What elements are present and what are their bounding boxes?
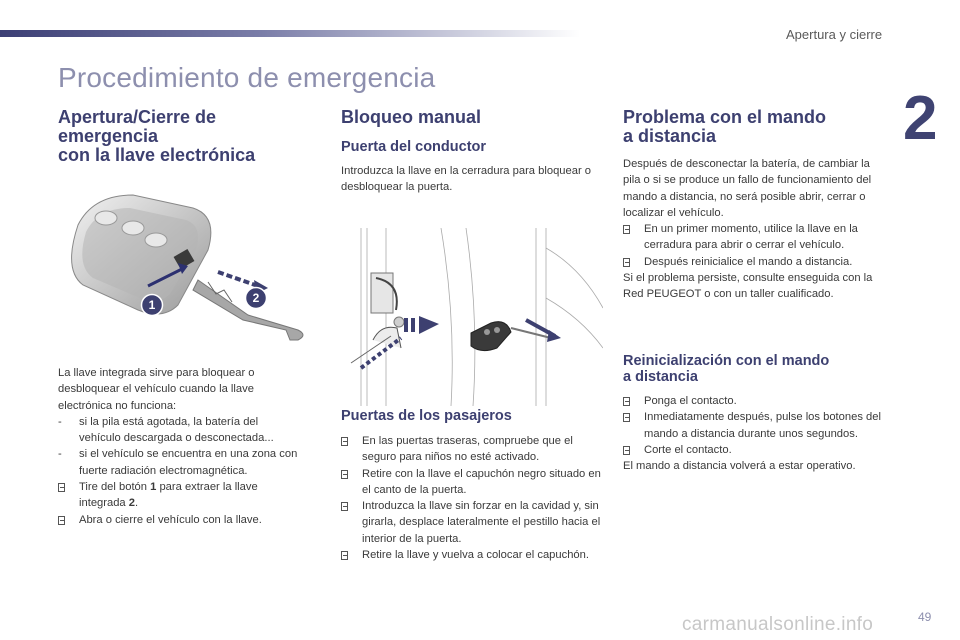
passenger-doors-section (341, 408, 603, 563)
callout-circle-2 (244, 286, 268, 310)
remote-reset-list (623, 393, 888, 458)
list-item-text: Corte el contacto. (644, 443, 732, 456)
list-item (623, 442, 888, 458)
remote-problem-intro: Después de desconectar la batería, de cambiar la pila o si se produce un fallo de funcionamiento del mando a distancia, no será posible abrir, cerrar o localizar el vehículo. (623, 158, 872, 219)
list-item (341, 433, 603, 466)
chapter-number: 2 (903, 84, 938, 153)
checkbox-bullet-icon (341, 498, 348, 514)
title-line: Reinicialización con el mando (623, 353, 830, 369)
list-item (341, 466, 603, 499)
list-item-text: Ponga el contacto. (644, 395, 737, 407)
callout-label-2: 2 (252, 291, 260, 306)
list-item-text: Inmediatamente después, pulse los botones del mando a distancia durante unos segundos. (644, 411, 881, 440)
checkbox-bullet-icon (341, 433, 348, 449)
dash-marker: - (58, 415, 62, 428)
list-item (341, 498, 603, 547)
list-item (623, 254, 888, 270)
column-manual-lock (341, 108, 603, 196)
key-fob-drawing (58, 190, 313, 360)
checkbox-bullet-icon (623, 221, 630, 237)
checkbox-bullet-icon (623, 409, 630, 425)
title-line: emergencia (58, 126, 159, 146)
remote-reset-after: El mando a distancia volverá a estar operativo. (623, 460, 856, 473)
button-reference: 1 (150, 481, 157, 494)
emergency-key-list (58, 414, 298, 528)
subtitle-remote-reset (623, 353, 888, 385)
list-item (58, 512, 298, 528)
checkbox-bullet-icon (58, 512, 65, 528)
dash-marker: - (58, 448, 62, 461)
checkbox-bullet-icon (58, 479, 65, 495)
list-item-text: . (135, 497, 139, 510)
list-item-text: Retire con la llave el capuchón negro situado en el canto de la puerta. (362, 467, 601, 496)
remote-problem-after: Si el problema persiste, consulte enseguida con la Red PEUGEOT o con un taller cualificado. (623, 272, 873, 301)
list-item (58, 414, 298, 447)
door-lock-illustration (341, 228, 603, 406)
list-item-text: si el vehículo se encuentra en una zona con fuerte radiación electromagnética. (79, 448, 298, 477)
page-title: Procedimiento de emergencia (58, 62, 436, 93)
callout-label-1: 1 (148, 298, 156, 313)
remote-problem-list (623, 221, 888, 270)
checkbox-bullet-icon (341, 547, 348, 563)
list-item-text: Abra o cierre el vehículo con la llave. (79, 513, 262, 526)
list-item-text: Tire del botón (79, 481, 151, 494)
passenger-doors-list (341, 433, 603, 563)
section-title-manual-lock: Bloqueo manual (341, 107, 482, 127)
key-reference: 2 (128, 497, 135, 510)
header-gradient-bar (0, 30, 580, 37)
title-line: Apertura/Cierre de (58, 107, 217, 127)
section-title-remote-problem (623, 108, 888, 146)
column-emergency-key (58, 108, 298, 165)
emergency-key-text (58, 365, 298, 528)
callout-circle-1 (140, 293, 164, 317)
title-line: a distancia (623, 369, 698, 385)
chapter-label: Apertura y cierre (786, 27, 883, 42)
section-title-emergency-key (58, 108, 298, 165)
watermark: carmanualsonline.info (682, 614, 874, 635)
list-item (623, 409, 888, 442)
page-number: 49 (918, 610, 932, 624)
door-latch-drawing (341, 228, 603, 406)
title-line: a distancia (623, 126, 717, 146)
key-extraction-illustration (58, 190, 313, 360)
subtitle-driver-door: Puerta del conductor (341, 139, 487, 155)
checkbox-bullet-icon (623, 254, 630, 270)
checkbox-bullet-icon (341, 466, 348, 482)
subtitle-passenger-doors: Puertas de los pasajeros (341, 408, 512, 424)
checkbox-bullet-icon (623, 442, 630, 458)
list-item-text: En las puertas traseras, compruebe que el seguro para niños no esté activado. (362, 435, 573, 464)
emergency-key-intro: La llave integrada sirve para bloquear o desbloquear el vehículo cuando la llave electrónica no funciona: (58, 367, 255, 412)
list-item-text: Retire la llave y vuelva a colocar el capuchón. (362, 549, 589, 562)
checkbox-bullet-icon (623, 393, 630, 409)
list-item (623, 393, 888, 409)
remote-reset-section (623, 353, 888, 474)
column-remote-problem (623, 108, 888, 303)
list-item-text: si la pila está agotada, la batería del vehículo descargada o desconectada... (79, 415, 274, 445)
list-item-text: En un primer momento, utilice la llave en la cerradura para abrir o cerrar el vehículo. (644, 223, 858, 252)
list-item (58, 479, 298, 512)
driver-door-text: Introduzca la llave en la cerradura para bloquear o desbloquear la puerta. (341, 165, 592, 194)
list-item (341, 547, 603, 563)
list-item-text: Después reinicialice el mando a distancia. (644, 255, 853, 268)
list-item (623, 221, 888, 254)
list-item (58, 446, 298, 479)
list-item-text: Introduzca la llave sin forzar en la cavidad y, sin girarla, desplace lateralmente el pestillo hacia el interior de la puerta. (362, 500, 601, 545)
list-item-text: para extraer la llave integrada (79, 481, 258, 510)
title-line: Problema con el mando (623, 107, 827, 127)
title-line: con la llave electrónica (58, 145, 256, 165)
